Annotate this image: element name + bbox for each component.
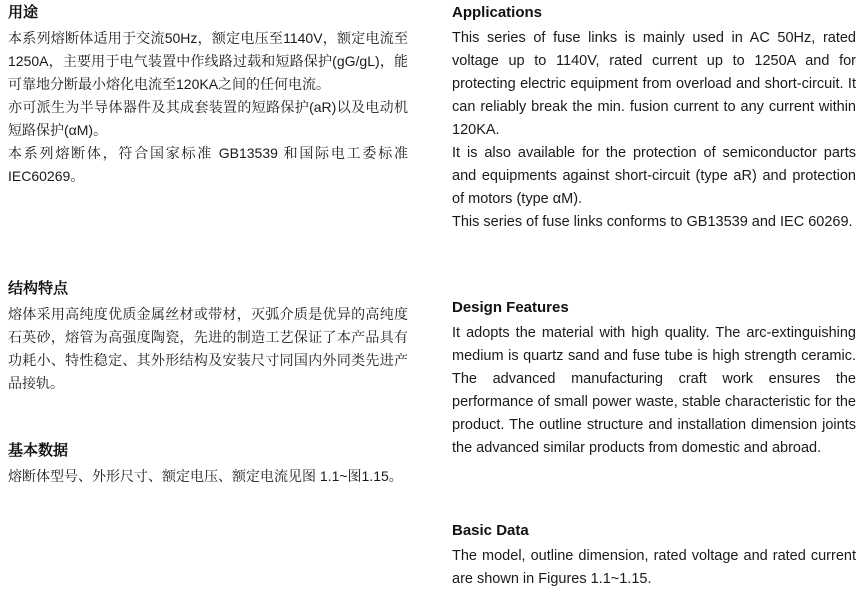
zh-design-heading: 结构特点	[8, 280, 69, 297]
en-applications-section	[452, 3, 856, 234]
zh-applications-heading: 用途	[8, 4, 39, 21]
zh-applications-paragraph: 本系列熔断体适用于交流50Hz，额定电压至1140V，额定电流至1250A，主要用于电气装置中作线路过载和短路保护(gG/gL)，能可靠地分断最小熔化电流至120KA之间的任何电流。	[8, 30, 408, 92]
en-applications-paragraph: This series of fuse links conforms to GB13539 and IEC 60269.	[452, 214, 853, 230]
en-design-paragraph: It adopts the material with high quality. The arc-extinguishing medium is quartz sand and fuse tube is high strength ceramic. The advanced manufacturing craft work ensures the performance of small power waste, stable characteristic for the product. The outline structure and installation dimension joints the advanced similar products from domestic and abroad.	[452, 325, 856, 456]
en-design-section	[452, 298, 856, 460]
en-basic-section	[452, 521, 856, 591]
en-basic-heading: Basic Data	[452, 522, 529, 539]
zh-design-section	[8, 279, 408, 395]
en-applications-heading: Applications	[452, 4, 543, 21]
zh-design-paragraph: 熔体采用高纯度优质金属丝材或带材，灭弧介质是优异的高纯度石英砂，熔管为高强度陶瓷，先进的制造工艺保证了本产品具有功耗小、特性稳定、其外形结构及安装尺寸同国内外同类先进产品接轨。	[8, 306, 408, 391]
zh-basic-heading: 基本数据	[8, 442, 69, 459]
zh-applications-section	[8, 3, 408, 188]
en-design-heading: Design Features	[452, 299, 569, 316]
en-applications-paragraph: This series of fuse links is mainly used in AC 50Hz, rated voltage up to 1140V, rated current up to 1250A and for protecting electric equipment from overload and short-circuit. It can reliably break the min. fusion current to any current within 120KA.	[452, 30, 856, 138]
zh-applications-paragraph: 本系列熔断体，符合国家标准 GB13539 和国际电工委标准 IEC60269。	[8, 145, 408, 184]
en-basic-paragraph: The model, outline dimension, rated voltage and rated current are shown in Figures 1.1~1.15.	[452, 548, 856, 587]
zh-applications-paragraph: 亦可派生为半导体器件及其成套装置的短路保护(aR)以及电动机短路保护(αM)。	[8, 99, 408, 138]
zh-basic-section	[8, 441, 408, 488]
en-applications-paragraph: It is also available for the protection of semiconductor parts and equipments against short-circuit (type aR) and protection of motors (type αM).	[452, 145, 856, 207]
zh-basic-paragraph: 熔断体型号、外形尺寸、额定电压、额定电流见图 1.1~图1.15。	[8, 468, 403, 484]
